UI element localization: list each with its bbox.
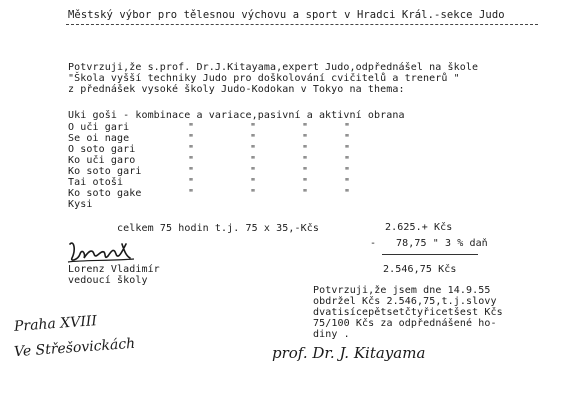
ditto-mark: " [188, 122, 195, 133]
director-name: Lorenz Vladimír [68, 264, 160, 275]
total-rule [382, 254, 478, 255]
confirmation-line-2: obdržel Kčs 2.546,75,t.j.slovy [313, 296, 497, 307]
ditto-mark: " [302, 155, 309, 166]
technique-name: O uči gari [68, 122, 130, 133]
technique-name: O soto gari [68, 144, 136, 155]
ditto-mark: " [188, 144, 195, 155]
ditto-mark: " [250, 166, 257, 177]
ditto-mark: " [344, 144, 351, 155]
technique-name: Ko soto gari [68, 166, 142, 177]
ditto-mark: " [344, 188, 351, 199]
ditto-mark: " [188, 177, 195, 188]
ditto-mark: " [302, 188, 309, 199]
net-total: 2.546,75 Kčs [383, 264, 457, 275]
gross-amount: 2.625.+ Kčs [385, 222, 453, 233]
handwritten-note-line-2: Ve Střešovickách [13, 335, 136, 361]
ditto-mark: " [250, 144, 257, 155]
ditto-mark: " [188, 133, 195, 144]
ditto-mark: " [302, 166, 309, 177]
ditto-mark: " [250, 188, 257, 199]
hours-calculation: celkem 75 hodin t.j. 75 x 35,-Kčs [117, 223, 319, 234]
confirmation-line-5: diny . [313, 329, 350, 340]
ditto-mark: " [302, 177, 309, 188]
ditto-mark: " [188, 166, 195, 177]
minus-sign: - [370, 238, 377, 249]
body-line-3: z přednášek vysoké školy Judo-Kodokan v Tokyo na thema: [68, 84, 405, 95]
ditto-mark: " [344, 166, 351, 177]
ditto-mark: " [250, 177, 257, 188]
header-underline [66, 24, 538, 25]
body-line-1: Potvrzuji,že s.prof. Dr.J.Kitayama,expert Judo,odpřednášel na škole [68, 62, 479, 73]
ditto-mark: " [250, 155, 257, 166]
technique-name: Tai otoši [68, 177, 124, 188]
ditto-mark: " [302, 133, 309, 144]
technique-name: Ko soto gake [68, 188, 142, 199]
lecturer-signature: prof. Dr. J. Kitayama [272, 344, 426, 362]
topic-line: Uki goši - kombinace a variace,pasivní a aktivní obrana [68, 110, 405, 121]
ditto-mark: " [344, 133, 351, 144]
technique-name: Kysi [68, 199, 93, 210]
tax-amount: 78,75 " 3 % daň [396, 238, 488, 249]
header-title: Městský výbor pro tělesnou výchovu a sport v Hradci Král.-sekce Judo [68, 9, 505, 21]
technique-name: Ko uči garo [68, 155, 136, 166]
ditto-mark: " [188, 188, 195, 199]
body-line-2: "Škola vyšší techniky Judo pro doškolování cvičitelů a trenerů " [68, 73, 460, 84]
ditto-mark: " [250, 122, 257, 133]
ditto-mark: " [344, 155, 351, 166]
confirmation-line-3: dvatisícepětsetčtyřicetšest Kčs [313, 307, 503, 318]
ditto-mark: " [344, 122, 351, 133]
director-role: vedoucí školy [68, 275, 148, 286]
ditto-mark: " [302, 144, 309, 155]
ditto-mark: " [250, 133, 257, 144]
technique-name: Se oi nage [68, 133, 130, 144]
ditto-mark: " [302, 122, 309, 133]
ditto-mark: " [344, 177, 351, 188]
handwritten-note-line-1: Praha XVIII [13, 313, 98, 335]
confirmation-line-1: Potvrzuji,že jsem dne 14.9.55 [313, 285, 491, 296]
confirmation-line-4: 75/100 Kčs za odpřednášené ho- [313, 318, 497, 329]
ditto-mark: " [188, 155, 195, 166]
